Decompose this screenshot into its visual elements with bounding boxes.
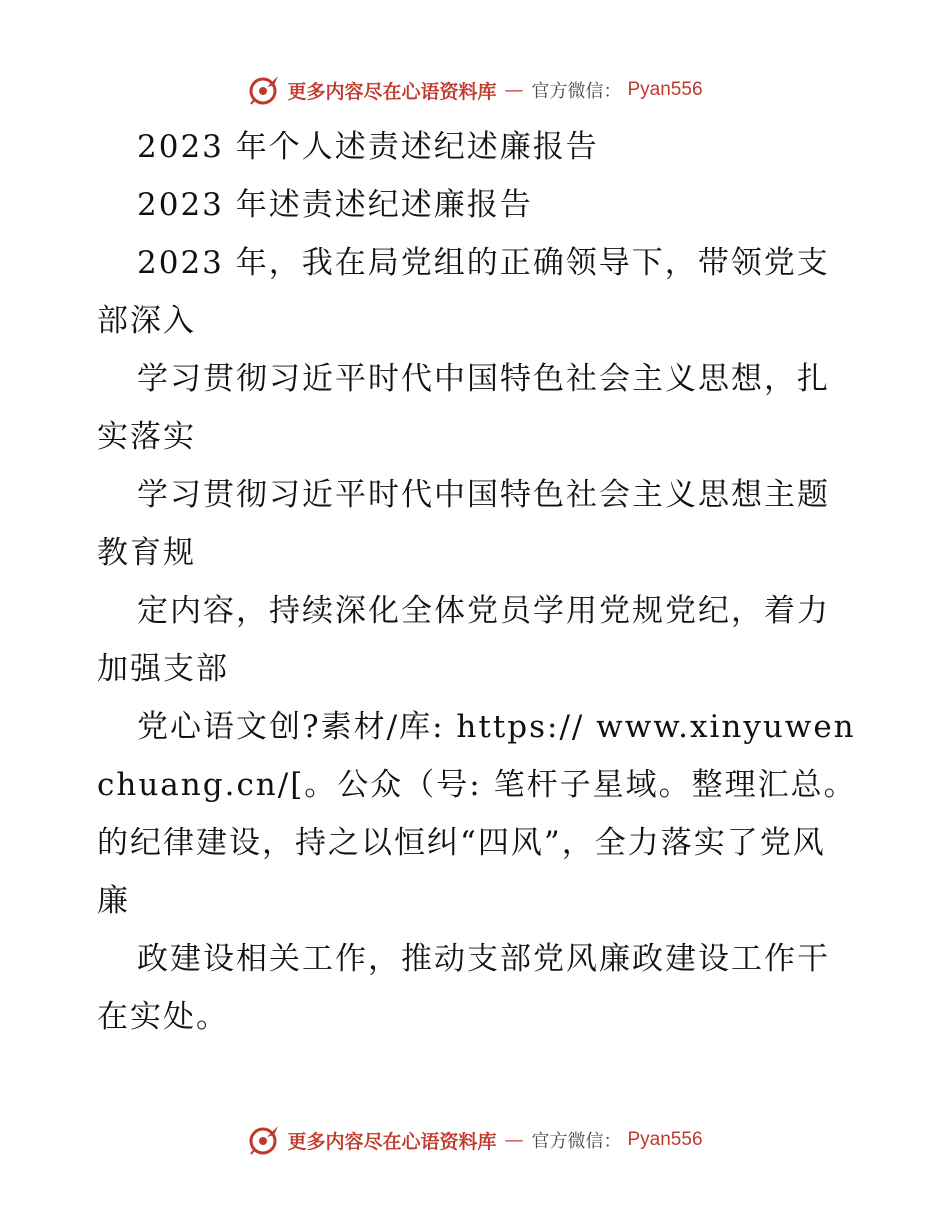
doc-paragraph: 2023 年个人述责述纪述廉报告 — [137, 129, 599, 165]
doc-paragraph: 政建设相关工作，推动支部党风廉政建设工作干在实处。 — [97, 941, 830, 1035]
banner-wechat-id: Pyan556 — [627, 79, 703, 100]
banner-dash: — — [504, 79, 524, 101]
footer-banner — [0, 1120, 950, 1160]
quill-logo-icon — [247, 1123, 281, 1157]
doc-paragraph: 2023 年，我在局党组的正确领导下，带领党支部深入 — [97, 245, 830, 339]
banner-main-text: 更多内容尽在心语资料库 — [287, 80, 497, 103]
banner-main-text: 更多内容尽在心语资料库 — [287, 1130, 497, 1153]
banner-wechat-label: 官方微信： — [531, 81, 622, 102]
header-banner — [0, 70, 950, 110]
banner-wechat-id: Pyan556 — [627, 1129, 703, 1150]
doc-paragraph: 定内容，持续深化全体党员学用党规党纪，着力加强支部 — [97, 593, 830, 687]
document-body — [97, 118, 857, 1046]
doc-paragraph: 党心语文创?素材/库: https:// www.xinyuwenchuang.cn/[。公众（号: 笔杆子星域。整理汇总。的纪律建设，持之以恒纠“四风”，全力落实了党风廉 — [97, 709, 857, 919]
banner-wechat-label: 官方微信： — [531, 1131, 622, 1152]
doc-paragraph: 学习贯彻习近平时代中国特色社会主义思想主题教育规 — [97, 477, 830, 571]
doc-paragraph: 2023 年述责述纪述廉报告 — [137, 187, 533, 223]
banner-dash: — — [504, 1129, 524, 1151]
doc-paragraph: 学习贯彻习近平时代中国特色社会主义思想，扎实落实 — [97, 361, 830, 455]
quill-logo-icon — [247, 73, 281, 107]
